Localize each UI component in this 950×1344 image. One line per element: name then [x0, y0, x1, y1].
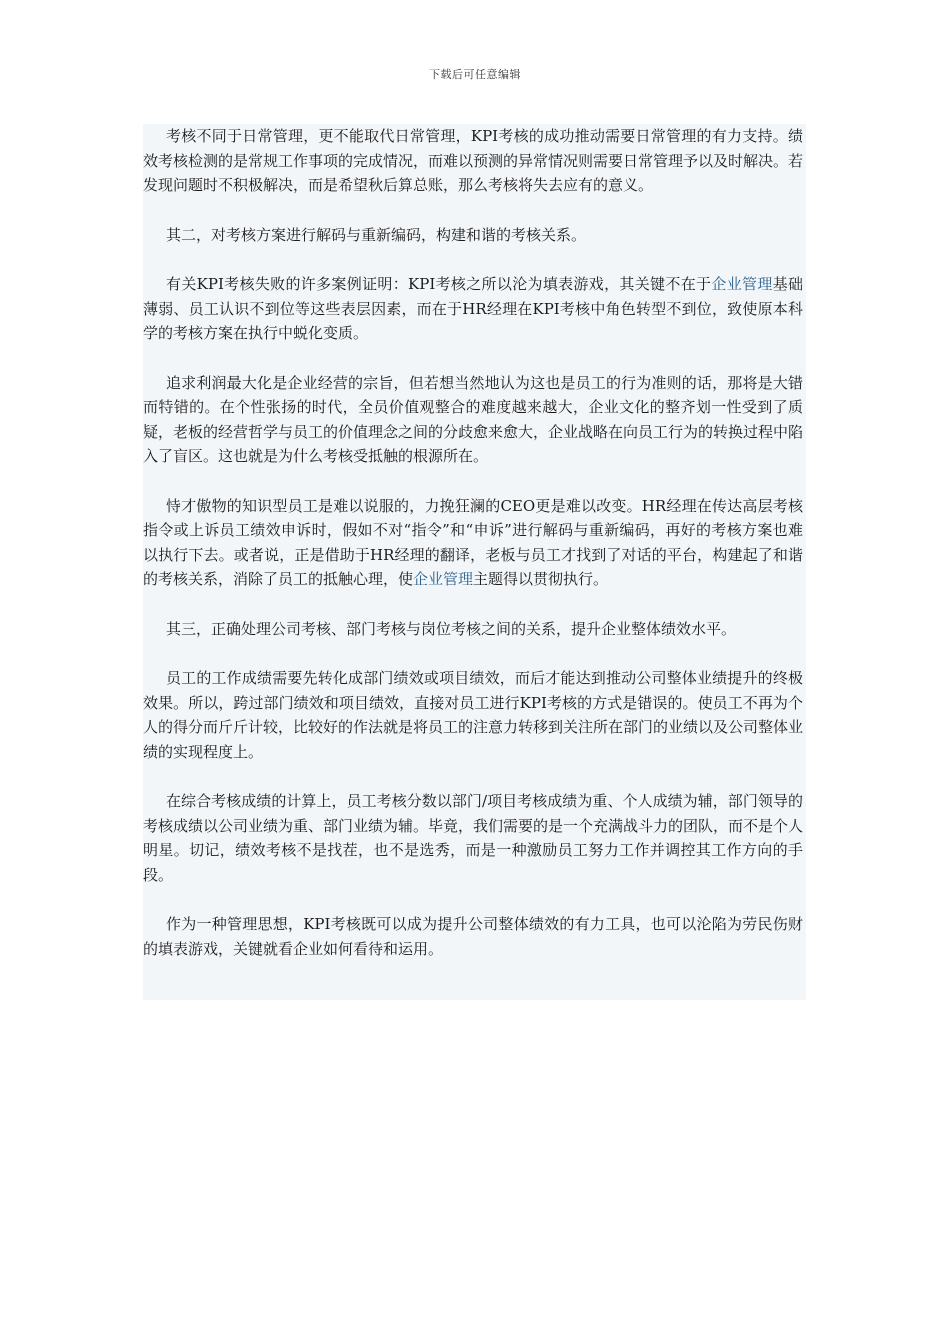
paragraph-5-text-a: 恃才傲物的知识型员工是难以说服的，力挽狂澜的CEO更是难以改变。HR经理在传达高层考核指令或上诉员工绩效申诉时，假如不对“指令”和“申诉”进行解码与重新编码，再好的考核方案也难以执行下去。或者说，正是借助于HR经理的翻译，老板与员工才找到了对话的平台，构建起了和谐的考核关系，消除了员工的抵触心理，使	[143, 496, 803, 588]
paragraph-2: 其二，对考核方案进行解码与重新编码，构建和谐的考核关系。	[166, 225, 587, 244]
paragraph-5-text-b: 主题得以贯彻执行。	[473, 570, 609, 588]
paragraph-1: 考核不同于日常管理，更不能取代日常管理，KPI考核的成功推动需要日常管理的有力支持。绩效考核检测的是常规工作事项的完成情况，而难以预测的异常情况则需要日常管理予以及时解决。若发现问题时不积极解决，而是希望秋后算总账，那么考核将失去应有的意义。	[143, 127, 804, 194]
article-body	[143, 124, 806, 1000]
enterprise-management-link[interactable]: 企业管理	[413, 570, 474, 588]
paragraph-9: 作为一种管理思想，KPI考核既可以成为提升公司整体绩效的有力工具，也可以沦陷为劳民伤财的填表游戏，关键就看企业如何看待和运用。	[143, 915, 803, 958]
enterprise-management-link[interactable]: 企业管理	[711, 275, 773, 293]
paragraph-3-text-a: 有关KPI考核失败的许多案例证明：KPI考核之所以沦为填表游戏，其关键不在于	[166, 275, 712, 293]
paragraph-6: 其三，正确处理公司考核、部门考核与岗位考核之间的关系，提升企业整体绩效水平。	[166, 619, 737, 638]
paragraph-7: 员工的工作成绩需要先转化成部门绩效或项目绩效，而后才能达到推动公司整体业绩提升的终极效果。所以，跨过部门绩效和项目绩效，直接对员工进行KPI考核的方式是错误的。使员工不再为个人的得分而斤斤计较，比较好的作法就是将员工的注意力转移到关注所在部门的业绩以及公司整体业绩的实现程度上。	[143, 669, 804, 761]
paragraph-3	[143, 272, 803, 346]
page-header: 下载后可任意编辑	[429, 68, 521, 81]
paragraph-3-text-b: 基础薄弱、员工认识不到位等这些表层因素，而在于HR经理在KPI考核中角色转型不到位，致使原本科学的考核方案在执行中蜕化变质。	[143, 275, 803, 342]
paragraph-4: 追求利润最大化是企业经营的宗旨，但若想当然地认为这也是员工的行为准则的话，那将是大错而特错的。在个性张扬的时代，全员价值观整合的难度越来越大，企业文化的整齐划一性受到了质疑，老板的经营哲学与员工的价值理念之间的分歧愈来愈大，企业战略在向员工行为的转换过程中陷入了盲区。这也就是为什么考核受抵触的根源所在。	[143, 373, 804, 465]
paragraph-5	[143, 494, 803, 592]
paragraph-8: 在综合考核成绩的计算上，员工考核分数以部门/项目考核成绩为重、个人成绩为辅，部门领导的考核成绩以公司业绩为重、部门业绩为辅。毕竟，我们需要的是一个充满战斗力的团队，而不是个人明星。切记，绩效考核不是找茬，也不是选秀，而是一种激励员工努力工作并调控其工作方向的手段。	[143, 792, 804, 884]
